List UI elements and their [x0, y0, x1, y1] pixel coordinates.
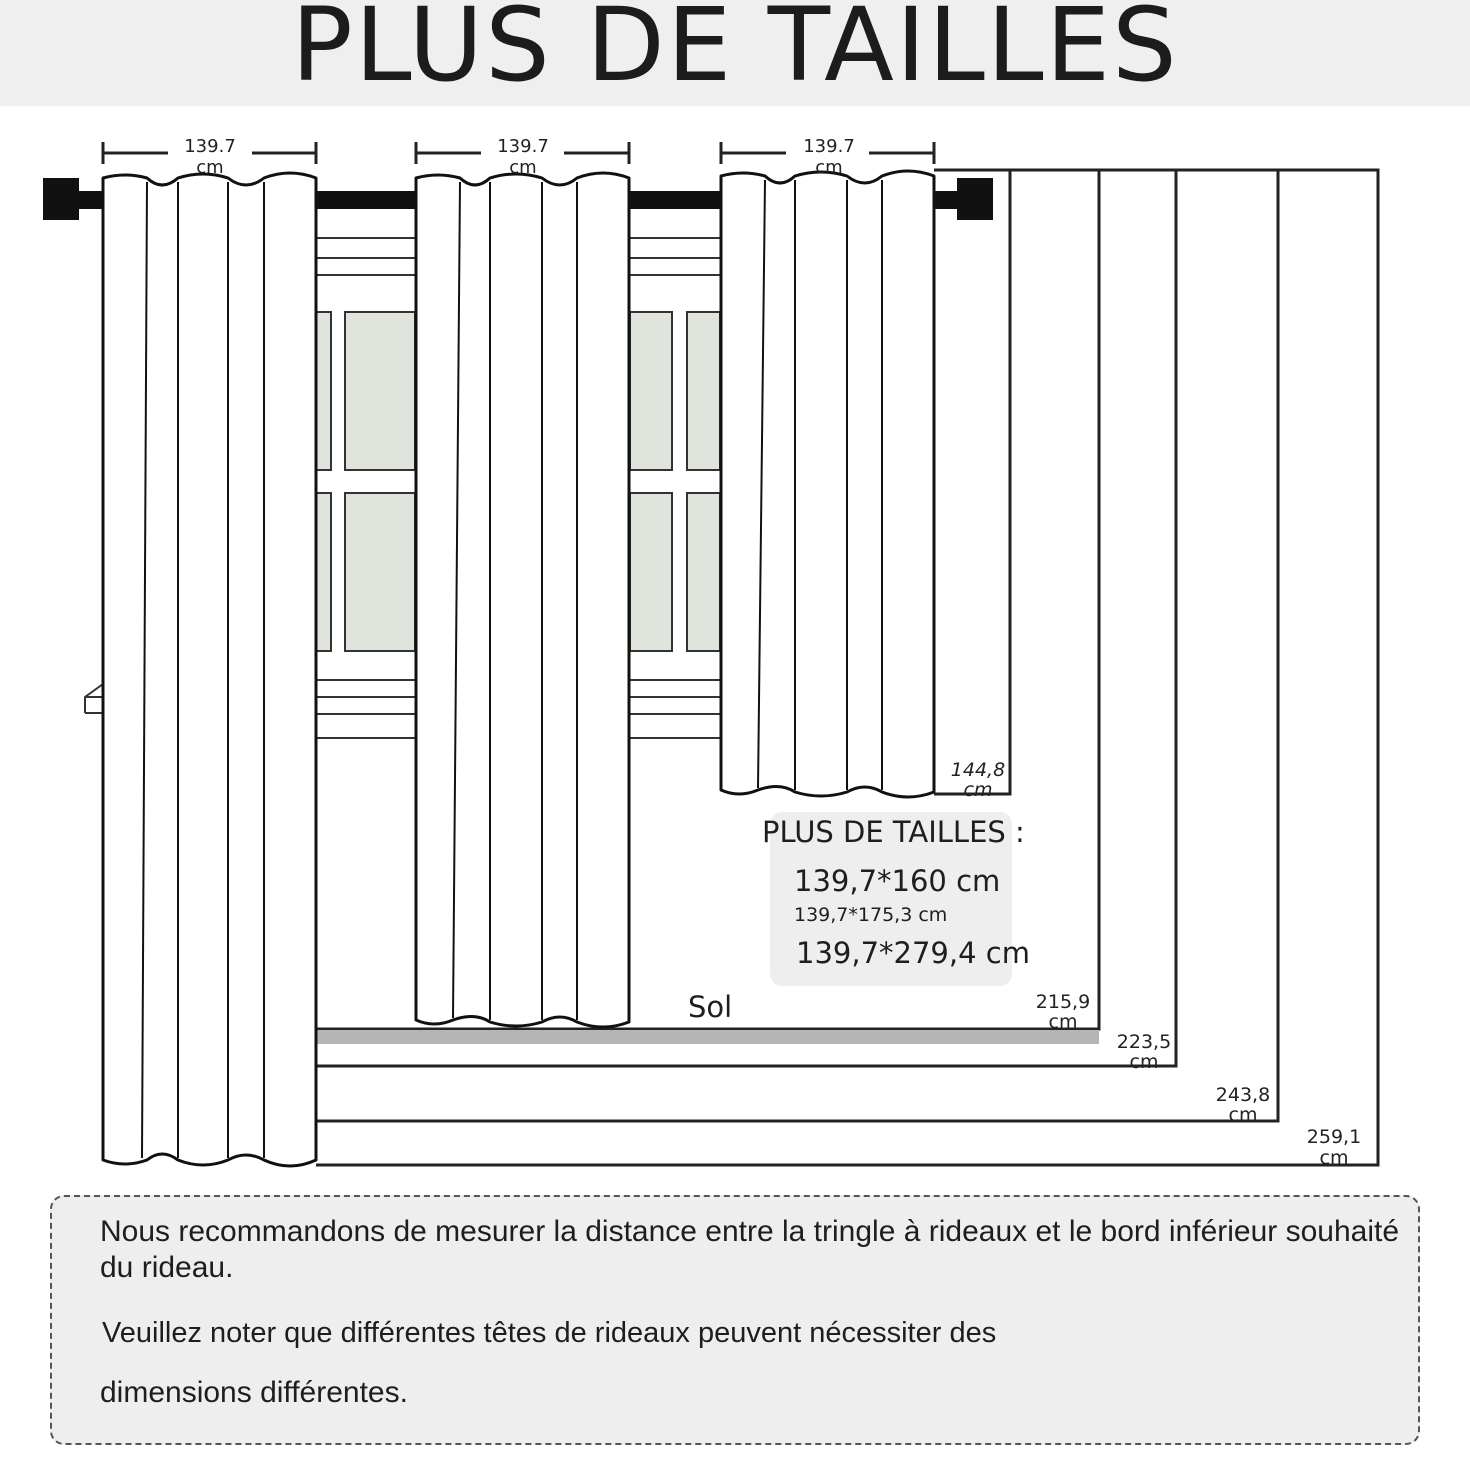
- length-unit-4: cm: [1228, 1104, 1258, 1126]
- size-option-2: 139,7*175,3 cm: [794, 904, 948, 926]
- width-value-1: 139.7: [184, 136, 236, 157]
- note-heading-warning-line2: dimensions différentes.: [100, 1376, 408, 1409]
- size-option-3: 139,7*279,4 cm: [796, 936, 1030, 970]
- sizes-title: PLUS DE TAILLES :: [762, 815, 1025, 849]
- floor-label: Sol: [688, 990, 733, 1024]
- note-heading-warning-line1: Veuillez noter que différentes têtes de rideaux peuvent nécessiter des: [102, 1317, 997, 1349]
- length-value-5: 259,1: [1306, 1126, 1362, 1148]
- width-unit-3: cm: [815, 157, 843, 178]
- floor-strip: [316, 1030, 1099, 1044]
- width-unit-2: cm: [509, 157, 537, 178]
- length-value-1: 144,8: [950, 759, 1006, 781]
- rod-finial-left: [43, 178, 79, 220]
- length-unit-2: cm: [1048, 1011, 1078, 1033]
- length-bracket-1448: [934, 170, 1010, 794]
- note-recommendation: Nous recommandons de mesurer la distance entre la tringle à rideaux et le bord inférieur souhaité du rideau.: [100, 1215, 1400, 1284]
- curtain-panel-1: [103, 173, 316, 1166]
- size-option-1: 139,7*160 cm: [794, 864, 1001, 898]
- length-unit-1: cm: [963, 779, 993, 801]
- width-unit-1: cm: [196, 157, 224, 178]
- page-title: PLUS DE TAILLES: [291, 0, 1179, 105]
- curtain-panels: [103, 171, 934, 1166]
- length-unit-5: cm: [1319, 1147, 1349, 1169]
- length-unit-3: cm: [1129, 1051, 1159, 1073]
- width-value-2: 139.7: [497, 136, 549, 157]
- length-value-2: 215,9: [1035, 991, 1091, 1013]
- curtain-panel-3: [721, 171, 934, 797]
- rod-finial-right: [957, 178, 993, 220]
- width-value-3: 139.7: [803, 136, 855, 157]
- curtain-panel-2: [416, 173, 629, 1027]
- length-value-4: 243,8: [1215, 1084, 1271, 1106]
- length-value-3: 223,5: [1116, 1031, 1172, 1053]
